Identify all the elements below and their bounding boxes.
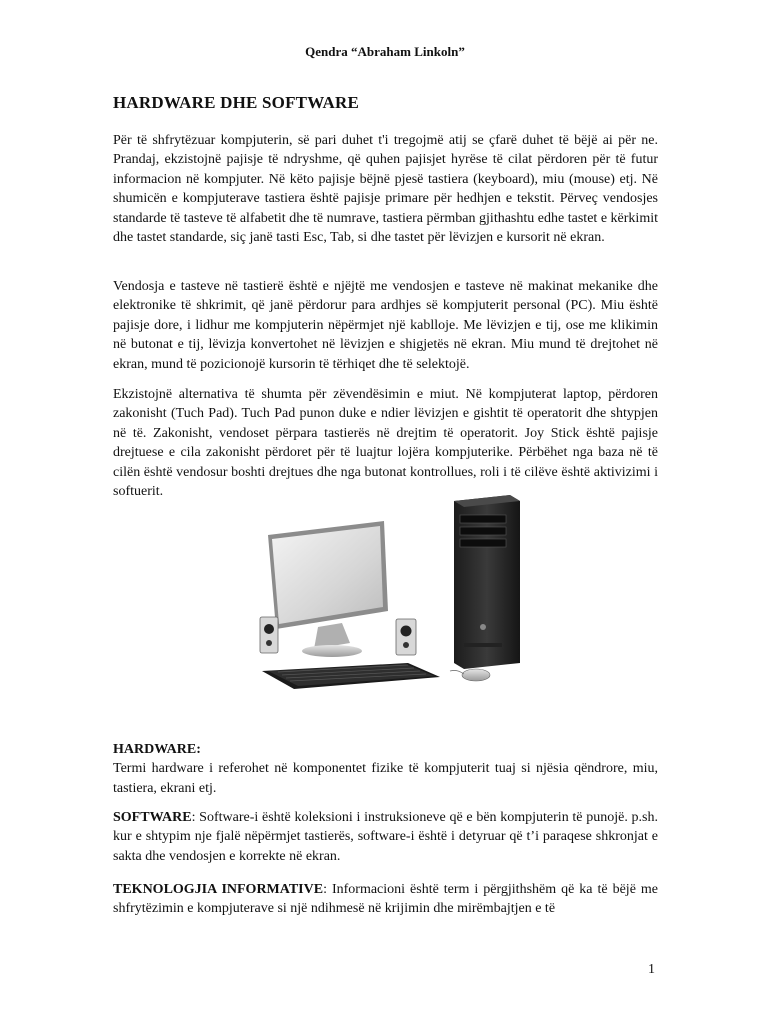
software-text: : Software-i është koleksioni i instruksioneve që e bën kompjuterin të punojë. p.sh. kur e shtypim nje fjalë nëpërmjet tastierës, software-i është i detyruar që t’i paraqese shkronjat e sakta dhe vendosjen e korrekte në ekran. <box>113 810 658 864</box>
page-number: 1 <box>648 962 655 977</box>
software-heading: SOFTWARE <box>113 810 192 825</box>
monitor <box>268 521 388 657</box>
paragraph-intro: Për të shfrytëzuar kompjuterin, së pari duhet t'i tregojmë atij se çfarë duhet të bëjë ai për ne. Prandaj, ekzistojnë pajisje të ndryshme, që quhen pajisjet hyrëse të cilat përdoren për të futur informacion në kompjuter. Në këto pajisje bëjnë pjesë tastiera (keyboard), miu (mouse) etj. Në shumicën e kompjuterave tastiera është pajisje primare për hedhjen e tekstit. Përveç vendosjes standarde të tasteve të alfabetit dhe të numrave, tastiera përmban gjithashtu edhe tastet e kërkimit dhe tastet standarde, siç janë tasti Esc, Tab, si dhe tastet për lëvizjen e kursorit në ekran. <box>113 133 658 246</box>
paragraph-keyboard-mouse: Vendosja e tasteve në tastierë është e njëjtë me vendosjen e tasteve në makinat mekanike dhe elektronike të shkrimit, që janë përdorur para ardhjes së kompjuterit personal (PC). Miu është pajisje dore, i lidhur me kompjuterin nëpërmjet një kablloje. Me lëvizjen e tij, ose me klikimin në butonat e tij, lëvizja konvertohet në lëvizjen e shigjetës në ekran. Miu mund të drejtohet në ekran, mund të pozicionojë kursorin të tërhiqet dhe të selektojë. <box>113 279 658 372</box>
section-hardware <box>113 740 658 798</box>
mouse <box>450 669 490 681</box>
page-header: Qendra “Abraham Linkoln” <box>305 44 465 59</box>
paragraph-alternatives: Ekzistojnë alternativa të shumta për zëvendësimin e miut. Në kompjuterat laptop, përdoren zakonisht (Tuch Pad). Tuch Pad punon duke e ndier lëvizjen e gishtit të operatorit dhe shtypjen në të. Zakonisht, vendoset përpara tastierës në drejtim të operatorit. Joy Stick është pajisje drejtuese e cila zakonisht përdoret për të luajtur lojëra kompjuterike. Përbëhet nga baza në të cilën është vendosur boshti drejtues dhe nga butonat kontrollues, roli i të cilëve është aktivizimi i softuerit. <box>113 387 658 500</box>
it-heading: TEKNOLOGJIA INFORMATIVE <box>113 882 324 897</box>
speaker-right <box>396 619 416 655</box>
hardware-heading: HARDWARE: <box>113 742 201 757</box>
it-text: : Informacioni është term i përgjithshëm që ka të bëjë me shfrytëzimin e kompjuterave si një ndihmesë në krijimin dhe mirëmbajtjen e të <box>113 882 658 917</box>
speaker-left <box>260 617 278 653</box>
keyboard <box>262 663 440 689</box>
page-title: HARDWARE DHE SOFTWARE <box>113 93 360 112</box>
section-software <box>113 808 658 866</box>
section-information-technology <box>113 880 658 919</box>
hardware-text: Termi hardware i referohet në komponentet fizike të kompjuterit tuaj si njësia qëndrore, miu, tastiera, ekrani etj. <box>113 761 658 796</box>
computer-illustration <box>258 493 523 693</box>
tower-case <box>454 495 520 669</box>
